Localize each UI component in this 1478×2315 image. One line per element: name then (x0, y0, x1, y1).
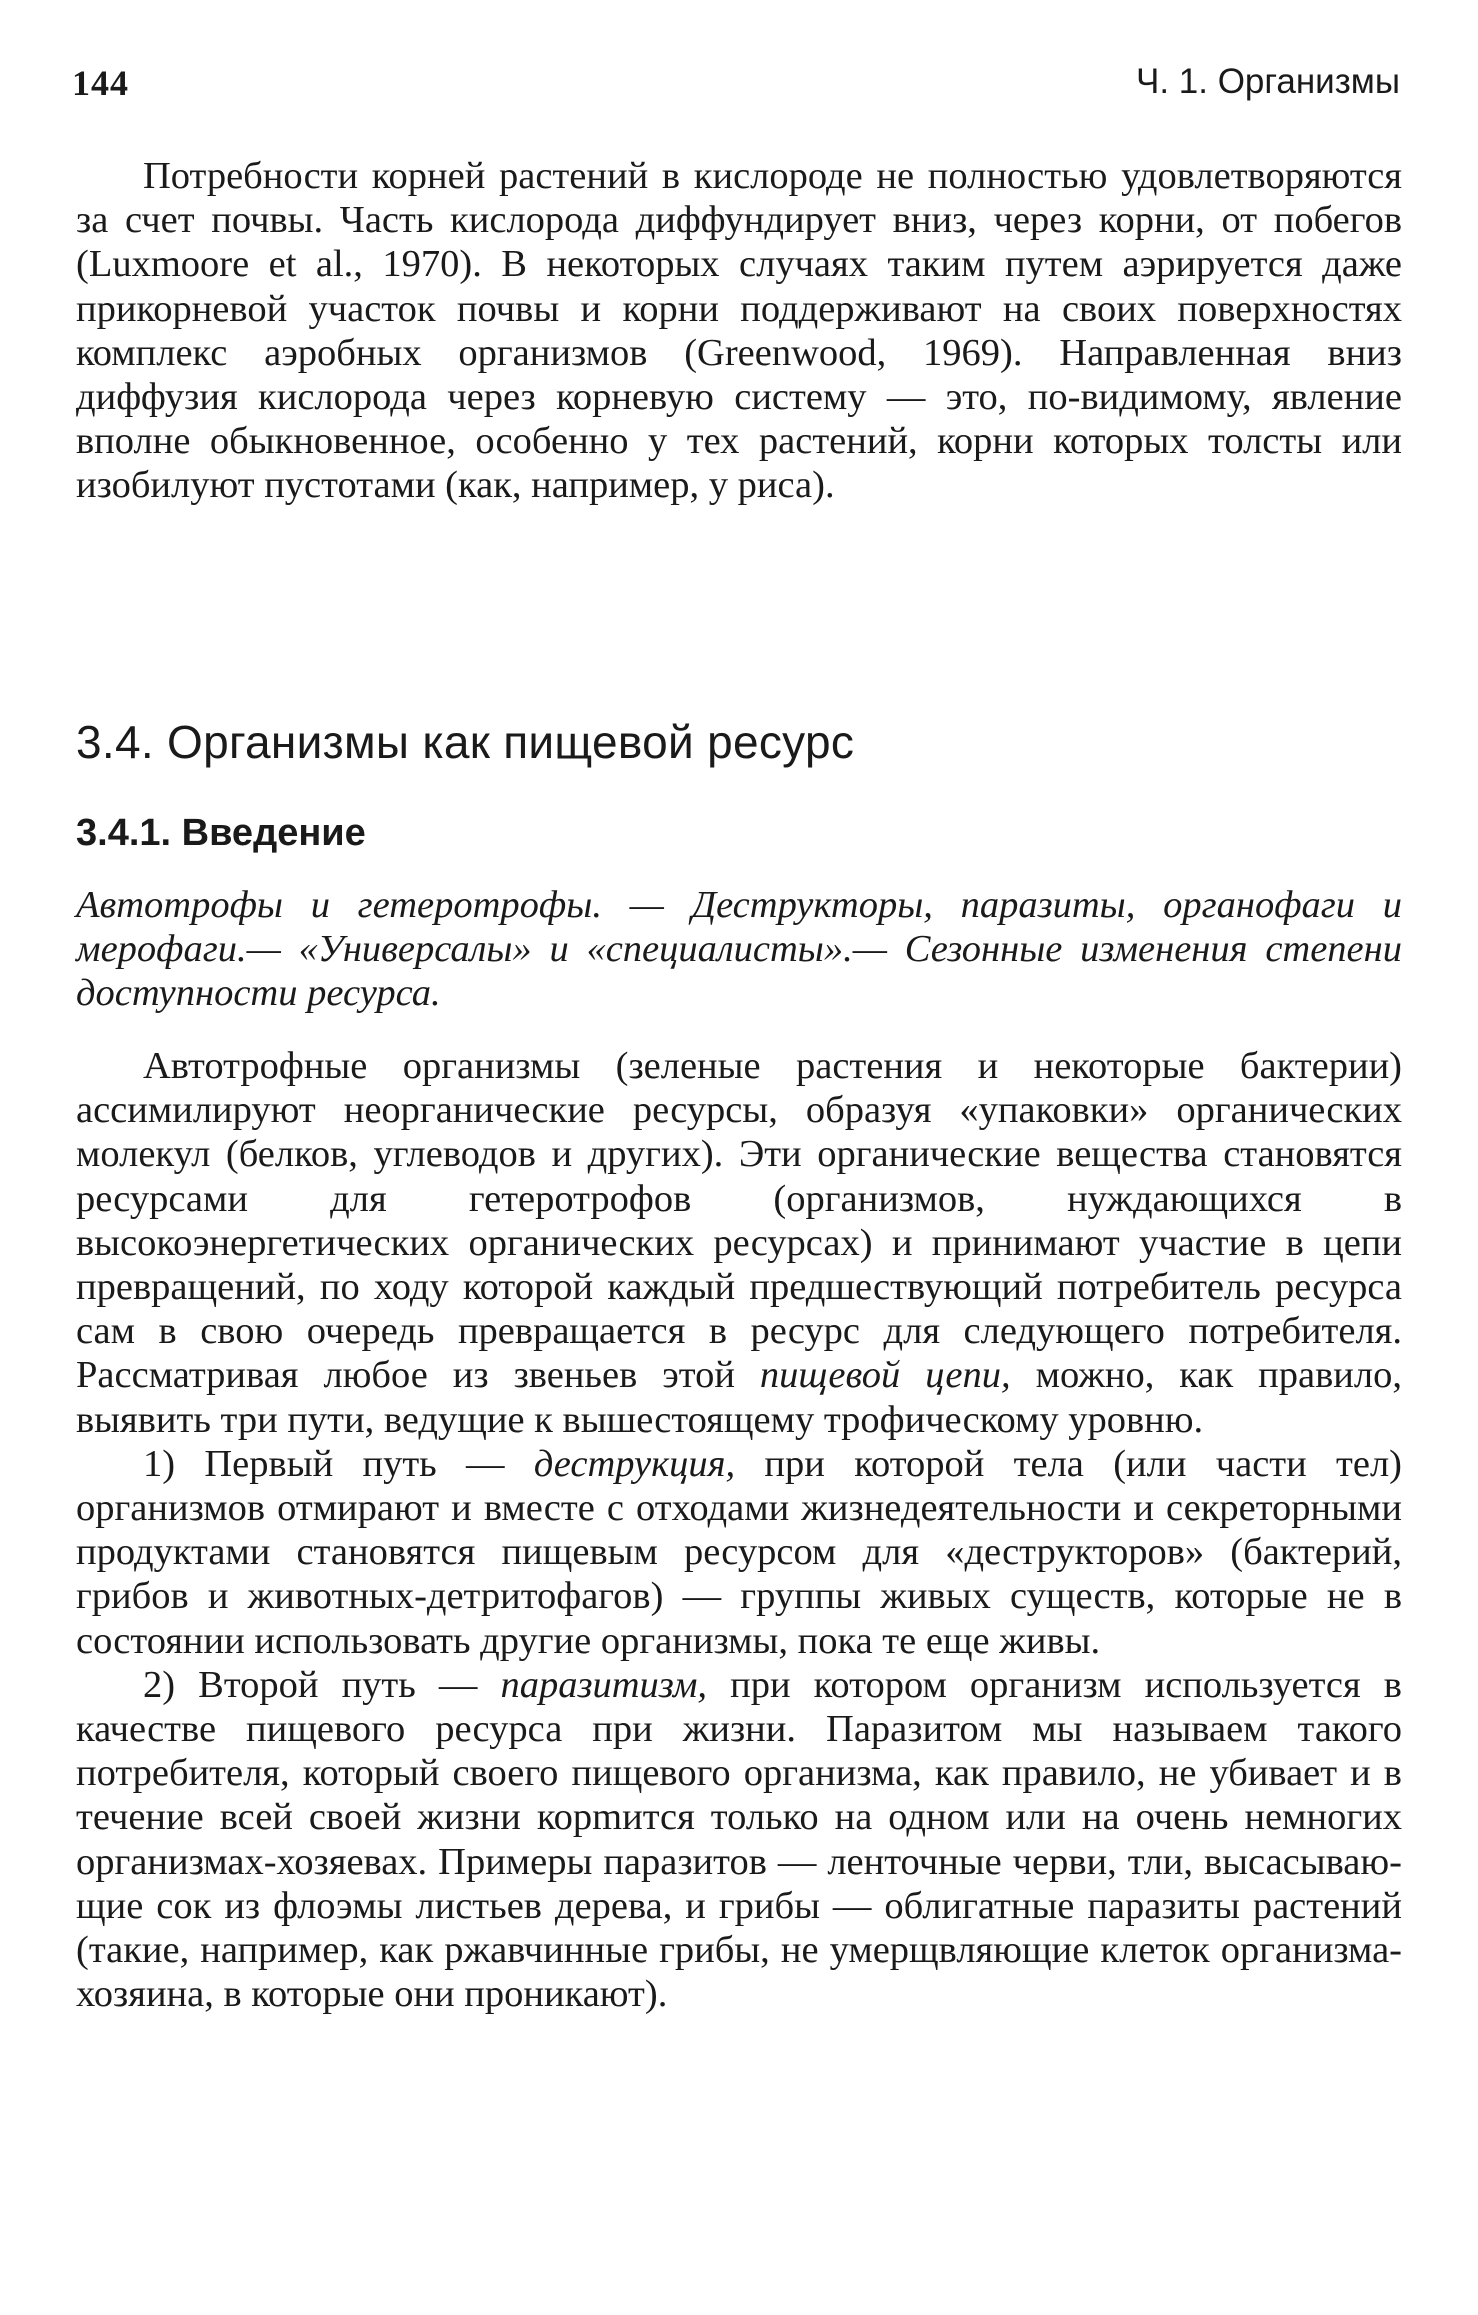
term-food-chain: пищевой цепи, (759, 1354, 1011, 1397)
running-header (72, 62, 1400, 112)
term-parasitism: паразитизм, (500, 1663, 708, 1706)
main-text (76, 1044, 1402, 2016)
paragraph-autotrophs (76, 1044, 1402, 1442)
paragraph-autotrophs-text: Автотрофные организмы (зеленые растения и некоторые бактерии) ассимилируют неорганические ресурсы, образуя «упаковки» органических молекул (белков, углеводов и других). Эти органические вещества становятся ресурсами для гетеротрофов (организмов, нуждающихся в высокоэнергетических органических ресурсах) и принимают участие в цепи превращений, по ходу которой каждый предшествующий потребитель ресурса сам в свою очередь превращается в ресурс для следующего потребителя. Рассматривая любое из звеньев этой (76, 1045, 1402, 1397)
paragraph-destruction-text: 1) Первый путь — (143, 1442, 534, 1485)
paragraph-destruction-text-end: при которой тела (или части тел) организмов отмирают и вместе с отходами жизнедеятельности и секреторными продуктами становятся пищевым ресурсом для «деструкторов» (бактерий, грибов и животных-детритофагов) — группы живых существ, которые не в состоянии использовать другие организмы, пока те еще живы. (76, 1442, 1402, 1662)
paragraph-parasitism-text-end: при котором организм используется в качестве пищевого ресурса при жизни. Паразитом мы называем такого потребителя, который своего пищевого организма, как правило, не убивает и в течение всей своей жизни корmится только на одном или на очень немногих организмах-хозяевах. Примеры паразитов — ленточные черви, тли, высасывающие сок из флоэмы листьев дерева, и грибы — облигатные паразиты растений (такие, например, как ржавчинные грибы, не умерщвляющие клеток организма-хозяина, в которые они проникают). (76, 1663, 1402, 2016)
paragraph-parasitism-text: 2) Второй путь — (143, 1663, 501, 1706)
paragraph-parasitism (76, 1663, 1402, 2017)
section-summary: Автотрофы и гетеротрофы. — Деструкторы, паразиты, органофаги и мерофаги.— «Универсалы» и «специалисты».— Сезонные изменения степени доступности ресурса. (76, 884, 1402, 1015)
oxygen-paragraph: Потребности корней растений в кислороде не полностью удовлетворяются за счет почвы. Часть кислорода диффундирует вниз, через корни, от побегов (Luxmoore et al., 1970). В некоторых случаях таким путем аэрируется даже прикорневой участок почвы и корни поддерживают на своих поверхностях комплекс аэробных организмов (Greenwood, 1969). Направленная вниз диффузия кислорода через корневую систему — это, по-видимому, явление вполне обыкновенное, особенно у тех растений, корни которых толсты или изобилуют пустотами (как, например, у риса). (76, 155, 1402, 507)
paragraph-autotrophs-text-end: можно, как правило, выявить три пути, ведущие к вышестоящему трофическому уровню. (76, 1354, 1402, 1441)
section-title: 3.4. Организмы как пищевой ресурс (76, 716, 855, 768)
paragraph-destruction (76, 1442, 1402, 1663)
term-destruction: деструкция, (533, 1442, 736, 1485)
page-number: 144 (72, 63, 129, 103)
subsection-title: 3.4.1. Введение (76, 812, 366, 854)
running-title: Ч. 1. Организмы (1136, 62, 1400, 101)
oxygen-paragraph-block (76, 154, 1402, 508)
